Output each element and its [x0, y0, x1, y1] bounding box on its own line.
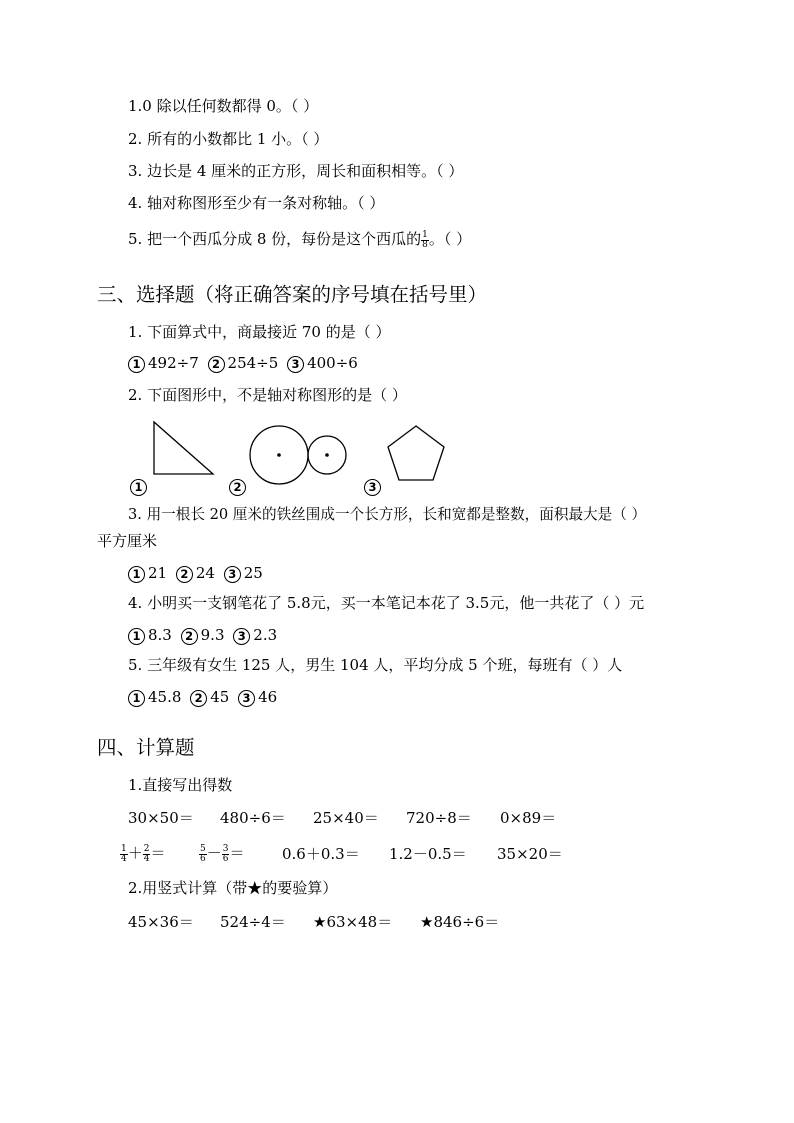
- option: 25: [243, 564, 263, 582]
- calc-row2-item-4: 1.2－0.5＝: [389, 845, 467, 863]
- equals-sign: ＝: [229, 844, 245, 862]
- option: 9.3: [200, 626, 225, 644]
- judge-item-5: [128, 229, 471, 250]
- judge-item-5-tail: 。（ ）: [428, 230, 472, 248]
- option-marker: 1: [128, 356, 145, 373]
- choice-q4: 4. 小明买一支钢笔花了 5.8元，买一本笔记本花了 3.5元，他一共花了（ ）元: [128, 594, 645, 612]
- calc-row1-item-2: 480÷6＝: [220, 809, 286, 827]
- option: 24: [195, 564, 215, 582]
- calc-row3-item-4: ★846÷6＝: [420, 913, 500, 931]
- option: 21: [148, 564, 168, 582]
- calc-row1-item-1: 30×50＝: [128, 809, 194, 827]
- option-marker: 2: [181, 628, 198, 645]
- judge-item-3: 3. 边长是 4 厘米的正方形，周长和面积相等。（ ）: [128, 162, 464, 180]
- fraction: [199, 845, 207, 864]
- fraction-numerator: 2: [143, 843, 150, 854]
- fraction: [421, 231, 429, 250]
- pentagon-shape: [388, 426, 444, 480]
- section-heading-calc: 四、计算题: [97, 736, 195, 759]
- judge-item-2: 2. 所有的小数都比 1 小。（ ）: [128, 130, 329, 148]
- option: 492÷7: [148, 354, 199, 372]
- option-marker: 1: [128, 566, 145, 583]
- option: 46: [258, 688, 278, 706]
- fraction-numerator: 1: [422, 229, 428, 240]
- shape-figures: [120, 410, 680, 500]
- choice-q1-options: [128, 353, 362, 373]
- calc-sub1: 1.直接写出得数: [128, 776, 233, 794]
- right-triangle-shape: [154, 422, 213, 474]
- option-marker: 3: [224, 566, 241, 583]
- judge-item-4: 4. 轴对称图形至少有一条对称轴。（ ）: [128, 194, 385, 212]
- choice-q2: 2. 下面图形中，不是轴对称图形的是（ ）: [128, 386, 407, 404]
- calc-row3-item-1: 45×36＝: [128, 913, 194, 931]
- calc-row2-item-5: 35×20＝: [497, 845, 563, 863]
- operator: －: [206, 844, 222, 862]
- fraction-numerator: 5: [200, 843, 206, 854]
- fraction-denominator: 4: [121, 853, 127, 864]
- calc-row2-item-3: 0.6＋0.3＝: [282, 845, 360, 863]
- calc-row1-item-4: 720÷8＝: [406, 809, 472, 827]
- option: 45: [210, 688, 230, 706]
- large-circle-center: [277, 453, 281, 457]
- option-marker: 1: [130, 479, 147, 496]
- small-circle-center: [325, 453, 329, 457]
- fraction-denominator: 6: [222, 853, 229, 864]
- choice-q3-line2: 平方厘米: [97, 532, 158, 550]
- choice-q1: 1. 下面算式中，商最接近 70 的是（ ）: [128, 323, 391, 341]
- calc-row2-frac-expr-2: [199, 843, 245, 864]
- calc-row3-item-3: ★63×48＝: [313, 913, 393, 931]
- fraction-numerator: 1: [121, 843, 127, 854]
- calc-row1-item-5: 0×89＝: [500, 809, 557, 827]
- choice-q3-line1: 3. 用一根长 20 厘米的铁丝围成一个长方形，长和宽都是整数，面积最大是（ ）: [128, 506, 647, 523]
- option: 254÷5: [227, 354, 279, 372]
- operator: ＋: [127, 844, 143, 862]
- fraction-numerator: 3: [222, 843, 229, 854]
- calc-row2-frac-expr-1: [120, 843, 166, 864]
- option: 8.3: [148, 626, 172, 644]
- choice-q5: 5. 三年级有女生 125 人，男生 104 人，平均分成 5 个班，每班有（ ）人: [128, 656, 623, 674]
- choice-q3-options: [128, 563, 267, 583]
- option-marker: 1: [128, 690, 145, 707]
- option-marker: 2: [190, 690, 207, 707]
- option-marker: 3: [364, 479, 381, 496]
- shape-label-1: [130, 476, 150, 496]
- option-marker: 1: [128, 628, 145, 645]
- choice-q5-options: [128, 687, 281, 707]
- option-marker: 3: [287, 356, 304, 373]
- calc-row1-item-3: 25×40＝: [313, 809, 379, 827]
- option-marker: 2: [176, 566, 193, 583]
- option: 400÷6: [307, 354, 358, 372]
- fraction-denominator: 4: [143, 853, 150, 864]
- section-heading-choice: 三、选择题（将正确答案的序号填在括号里）: [97, 283, 488, 306]
- equals-sign: ＝: [150, 844, 166, 862]
- option-marker: 3: [238, 690, 255, 707]
- judge-item-1: 1.0 除以任何数都得 0。（ ）: [128, 97, 319, 115]
- option: 2.3: [253, 626, 278, 644]
- calc-sub2: 2.用竖式计算（带★的要验算）: [128, 879, 338, 897]
- fraction: [120, 845, 128, 864]
- shape-label-3: [364, 476, 384, 496]
- option-marker: 2: [208, 356, 225, 373]
- shape-label-2: [229, 476, 249, 496]
- judge-item-5-text: 5. 把一个西瓜分成 8 份，每份是这个西瓜的: [128, 230, 422, 248]
- calc-row3-item-2: 524÷4＝: [220, 913, 286, 931]
- option-marker: 3: [233, 628, 250, 645]
- fraction-denominator: 8: [422, 239, 428, 250]
- option: 45.8: [148, 688, 182, 706]
- choice-q4-options: [128, 625, 281, 645]
- option-marker: 2: [229, 479, 246, 496]
- fraction-denominator: 6: [200, 853, 206, 864]
